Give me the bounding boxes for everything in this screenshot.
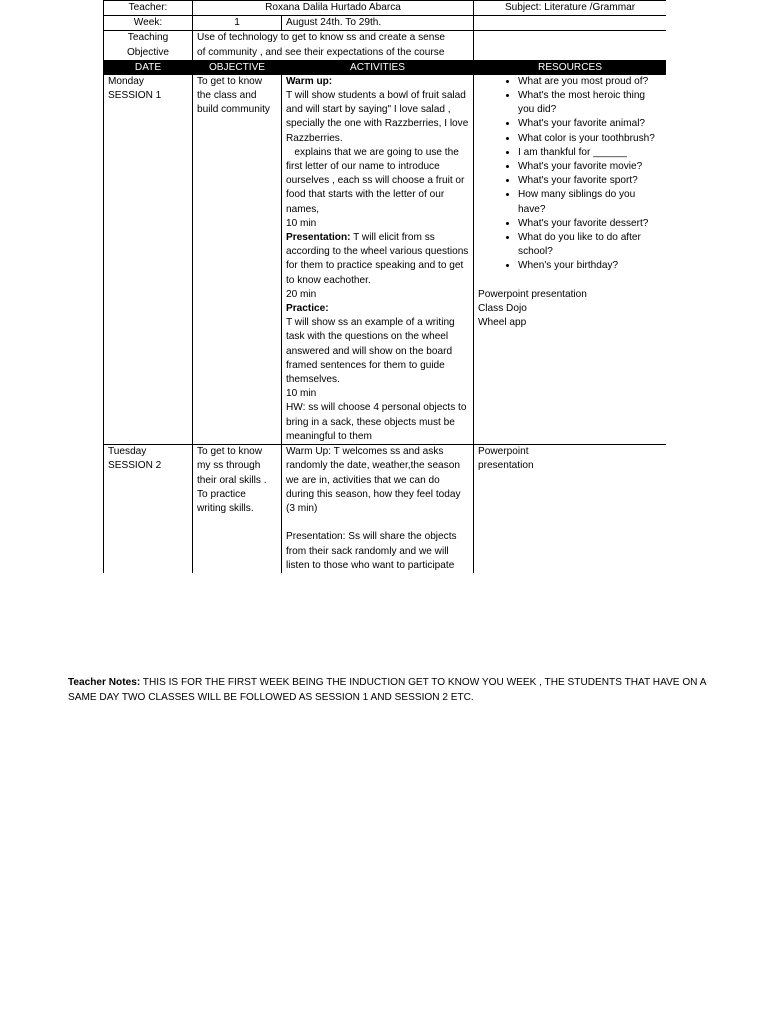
question-item: • What's your favorite animal? <box>518 117 662 131</box>
teacher-notes <box>68 676 708 705</box>
resources-header: RESOURCES <box>474 60 666 74</box>
session-1-row <box>104 74 667 444</box>
warmup-text-2: explains that we are going to use the first letter of our name to introduce ourselves , each ss will choose a fruit or food that starts with the letter of our names, <box>286 146 468 215</box>
objective-empty-cell <box>474 31 666 60</box>
session-2-day: Tuesday <box>108 446 147 458</box>
teacher-label: Teacher: <box>104 1 193 16</box>
presentation-text: T will elicit from ss according to the wheel various questions for them to practice speaking and to get to know eachother. <box>286 232 469 286</box>
teaching-objective-label <box>104 31 193 60</box>
week-label: Week: <box>104 16 193 31</box>
question-item: • What are you most proud of? <box>518 75 662 89</box>
week-row <box>104 16 667 31</box>
week-number: 1 <box>193 16 282 31</box>
date-header: DATE <box>104 60 193 74</box>
session-1-date <box>104 74 193 444</box>
activities-header: ACTIVITIES <box>282 60 474 74</box>
session-1-resources <box>474 74 666 444</box>
objective-label-line-2: Objective <box>126 46 170 58</box>
session-2-activities <box>282 445 474 573</box>
teaching-objective-text <box>193 31 474 60</box>
session-2-resources <box>474 445 666 573</box>
session-1-day: Monday <box>108 75 144 87</box>
lesson-plan-table <box>103 0 666 573</box>
practice-label: Practice: <box>286 303 329 315</box>
session-2-label: SESSION 2 <box>108 460 162 472</box>
question-item: • What color is your toothbrush? <box>518 132 662 146</box>
practice-text: T will show ss an example of a writing task with the questions on the wheel answered and will show on the board framed sentences for them to guide themselves. <box>286 317 455 386</box>
objective-line-2: of community , and see their expectations of the course <box>197 46 445 58</box>
resource-tool: Wheel app <box>478 317 527 329</box>
session-1-activities <box>282 74 474 444</box>
teacher-notes-label: Teacher Notes: <box>68 677 141 688</box>
objective-line-1: Use of technology to get to know ss and create a sense <box>197 32 446 44</box>
subject-cell: Subject: Literature /Grammar <box>474 1 666 16</box>
homework-text: HW: ss will choose 4 personal objects to bring in a sack, these objects must be meaningful to them <box>286 402 467 442</box>
teacher-name: Roxana Dalila Hurtado Abarca <box>193 1 474 16</box>
objective-row <box>104 31 667 60</box>
week-dates: August 24th. To 29th. <box>282 16 474 31</box>
session-1-label: SESSION 1 <box>108 90 162 102</box>
question-item: • I am thankful for ______ <box>518 146 662 160</box>
session-2-resource-line-1: Powerpoint <box>478 446 529 458</box>
practice-time: 10 min <box>286 388 317 400</box>
question-item: • When's your birthday? <box>518 259 662 273</box>
session-2-row <box>104 445 667 573</box>
resource-tool: Powerpoint presentation <box>478 288 587 300</box>
question-item: • What's your favorite sport? <box>518 174 662 188</box>
spacer <box>286 516 469 530</box>
presentation-time: 20 min <box>286 288 317 300</box>
question-item: • What's your favorite dessert? <box>518 217 662 231</box>
session-1-objective: To get to know the class and build community <box>193 74 282 444</box>
presentation-label: Presentation: <box>286 232 351 244</box>
teacher-notes-text: THIS IS FOR THE FIRST WEEK BEING THE INDUCTION GET TO KNOW YOU WEEK , THE STUDENTS THAT HAVE ON A SAME DAY TWO CLASSES WILL BE FOLLOWED AS SESSION 1 AND SESSION 2 ETC. <box>68 677 706 703</box>
question-item: • What's your favorite movie? <box>518 160 662 174</box>
objective-label-line-1: Teaching <box>127 32 169 44</box>
question-item: • How many siblings do you have? <box>518 188 662 216</box>
session-2-date <box>104 445 193 573</box>
resource-tool: Class Dojo <box>478 303 527 315</box>
warmup-text: T will show students a bowl of fruit salad and will start by saying" I love salad , specially the one with Razzberries, I love Razzberries. <box>286 90 469 144</box>
session-2-resource-line-2: presentation <box>478 460 534 472</box>
column-header-row <box>104 60 667 74</box>
lesson-plan-sheet <box>103 0 666 594</box>
objective-header: OBJECTIVE <box>193 60 282 74</box>
question-item: • What do you like to do after school? <box>518 231 662 259</box>
spacer <box>478 274 662 288</box>
warmup-time: 10 min <box>286 217 317 229</box>
warmup-label: Warm up: <box>286 75 333 87</box>
question-list <box>478 75 662 274</box>
week-empty-cell <box>474 16 666 31</box>
teacher-row <box>104 1 667 16</box>
session-2-warmup: Warm Up: T welcomes ss and asks randomly the date, weather,the season we are in, activities that we can do during this season, how they feel today (3 min) <box>286 446 461 514</box>
session-2-presentation: Presentation: Ss will share the objects from their sack randomly and we will listen to those who want to participate <box>286 531 457 571</box>
session-2-objective: To get to know my ss through their oral skills . To practice writing skills. <box>193 445 282 573</box>
question-item: • What's the most heroic thing you did? <box>518 89 662 117</box>
